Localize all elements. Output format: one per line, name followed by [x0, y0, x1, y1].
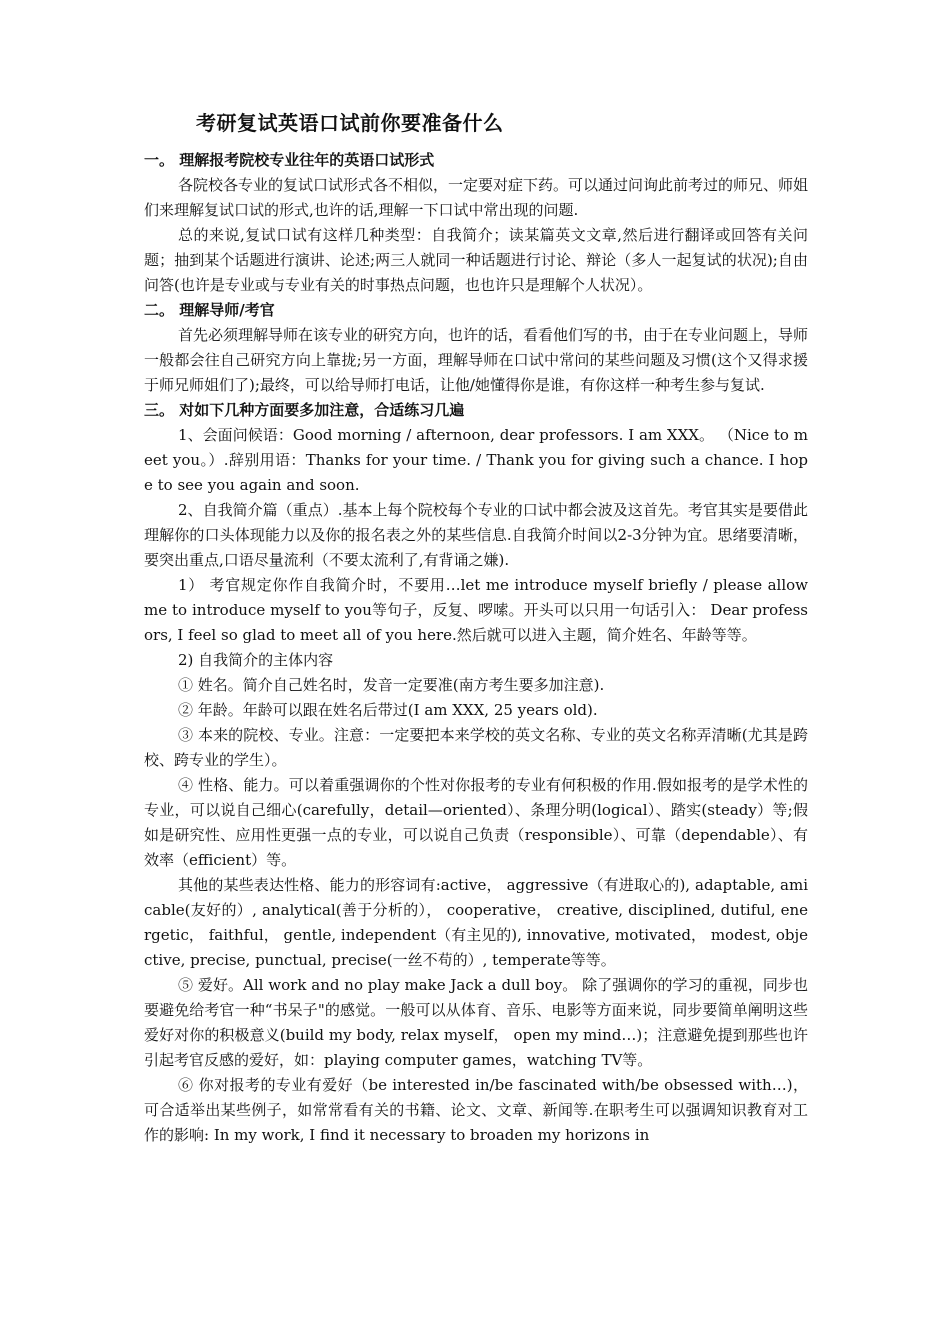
paragraph: 1、会面问候语：Good morning / afternoon, dear professors. I am XXX。 （Nice to meet you。）.辞别用语：Thanks for your time. / Thank you for giving such a chance. I hope to see you again and soon. — [144, 426, 808, 494]
list-item: ⑥ 你对报考的专业有爱好（be interested in/be fascinated with/be obsessed with…)，可合适举出某些例子，如常常看有关的书籍、论文、文章、新闻等.在职考生可以强调知识教育对工作的影响: In my work, I find it necessary to broaden my horizons in — [144, 1076, 808, 1144]
list-item: ② 年龄。年龄可以跟在姓名后带过(I am XXX, 25 years old). — [178, 701, 598, 719]
paragraph: 首先必须理解导师在该专业的研究方向，也许的话，看看他们写的书，由于在专业问题上，导师一般都会往自己研究方向上靠拢;另一方面，理解导师在口试中常问的某些问题及习惯(这个又得求援于师兄师姐们了);最终，可以给导师打电话，让他/她懂得你是谁，有你这样一种考生参与复试. — [144, 326, 809, 394]
section-heading-3: 三。 对如下几种方面要多加注意，合适练习几遍 — [144, 401, 465, 419]
list-item: ③ 本来的院校、专业。注意：一定要把本来学校的英文名称、专业的英文名称弄清晰(尤其是跨校、跨专业的学生）。 — [144, 726, 808, 769]
paragraph: 2) 自我简介的主体内容 — [178, 651, 334, 669]
document-title: 考研复试英语口试前你要准备什么 — [196, 111, 504, 135]
paragraph: 其他的某些表达性格、能力的形容词有:active， aggressive（有进取心的), adaptable, amicable(友好的）, analytical(善于分析的）， cooperative， creative, disciplined, dutiful, energetic， faithful， gentle, independent（有主见的), innovative, motivated， modest, objective, precise, punctual, precise(一丝不苟的）, temperate等等。 — [144, 876, 808, 969]
list-item: ④ 性格、能力。可以着重强调你的个性对你报考的专业有何积极的作用.假如报考的是学术性的专业，可以说自己细心(carefully，detail—oriented）、条理分明(logical）、踏实(steady）等;假如是研究性、应用性更强一点的专业，可以说自己负责（responsible）、可靠（dependable）、有效率（efficient）等。 — [144, 776, 808, 869]
section-heading-2: 二。 理解导师/考官 — [144, 301, 275, 319]
paragraph: 各院校各专业的复试口试形式各不相似，一定要对症下药。可以通过问询此前考过的师兄、师姐们来理解复试口试的形式,也许的话,理解一下口试中常出现的问题. — [144, 176, 809, 219]
list-item: ① 姓名。简介自己姓名时，发音一定要准(南方考生要多加注意). — [178, 676, 605, 694]
list-item: ⑤ 爱好。All work and no play make Jack a dull boy。 除了强调你的学习的重视，同步也要避免给考官一种“书呆子"的感觉。一般可以从体育、音乐、电影等方面来说，同步要简单阐明这些爱好对你的积极意义(build my body, relax myself， open my mind…)；注意避免提到那些也许引起考官反感的爱好，如：playing computer games，watching TV等。 — [144, 976, 808, 1069]
paragraph: 1） 考官规定你作自我简介时，不要用…let me introduce myself briefly / please allow me to introduce myself to you等句子，反复、啰嗦。开头可以只用一句话引入： Dear professors, I feel so glad to meet all of you here.然后就可以进入主题，简介姓名、年龄等等。 — [144, 576, 808, 644]
section-heading-1: 一。 理解报考院校专业往年的英语口试形式 — [144, 151, 435, 169]
document-page — [144, 106, 808, 1148]
paragraph: 总的来说,复试口试有这样几种类型：自我简介；读某篇英文文章,然后进行翻译或回答有关问题；抽到某个话题进行演讲、论述;两三人就同一种话题进行讨论、辩论（多人一起复试的状况);自由问答(也许是专业或与专业有关的时事热点问题，也也许只是理解个人状况）。 — [144, 226, 808, 294]
paragraph: 2、自我简介篇（重点）.基本上每个院校每个专业的口试中都会波及这首先。考官其实是要借此理解你的口头体现能力以及你的报名表之外的某些信息.自我简介时间以2-3分钟为宜。思绪要清晰，要突出重点,口语尽量流利（不要太流利了,有背诵之嫌). — [144, 501, 808, 569]
